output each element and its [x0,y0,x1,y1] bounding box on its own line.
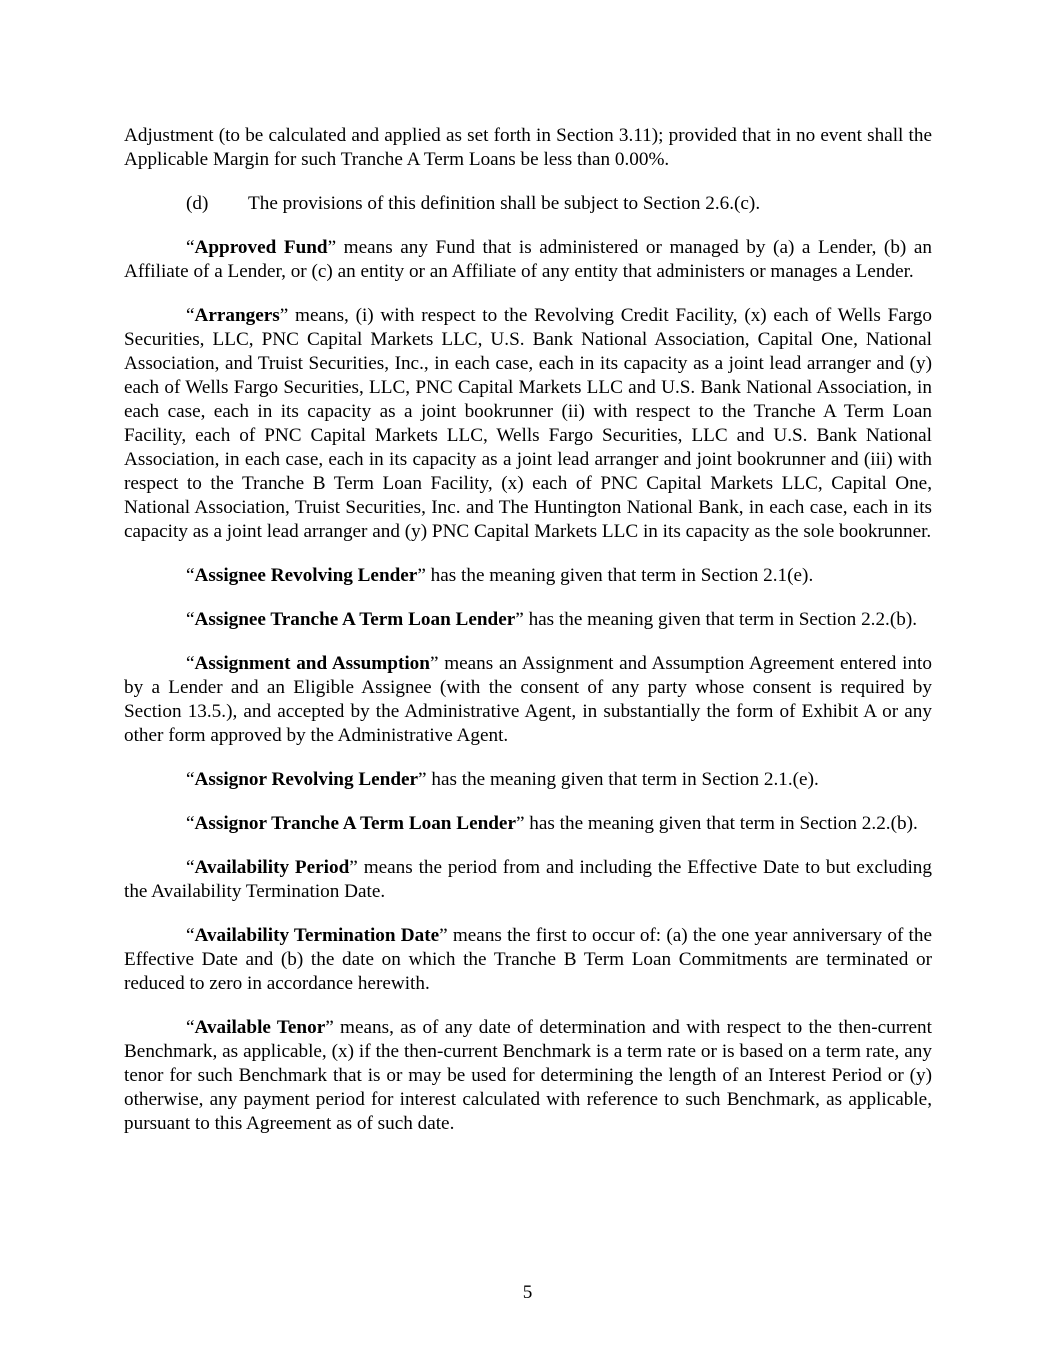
subsection-d [124,192,932,216]
defined-term: Approved Fund [194,237,328,258]
defined-term: Available Tenor [194,1017,326,1038]
definition-assignee-revolving-lender: “Assignee Revolving Lender” has the meaning given that term in Section 2.1(e). [186,565,814,586]
continuation-paragraph: Adjustment (to be calculated and applied as set forth in Section 3.11); provided that in no event shall the Applicable Margin for such Tranche A Term Loans be less than 0.00%. [124,125,932,170]
definition-text: means any Fund that is administered or managed by (a) a Lender, (b) an Affiliate of a Lender, or (c) an entity or an Affiliate of any entity that administers or manages a Lender. [124,237,932,282]
subsection-text: The provisions of this definition shall be subject to Section 2.6.(c). [248,193,761,214]
defined-term: Assignee Revolving Lender [194,565,418,586]
document-page [124,124,932,1156]
definition-approved-fund: “Approved Fund” means any Fund that is administered or managed by (a) a Lender, (b) an Affiliate of a Lender, or (c) an entity or an Affiliate of any entity that administers or manages a Lender. [124,237,932,282]
page-number: 5 [522,1282,533,1303]
definition-arrangers: “Arrangers” means, (i) with respect to the Revolving Credit Facility, (x) each of Wells Fargo Securities, LLC, PNC Capital Markets LLC, U.S. Bank National Association, Capital One, National Association, and Truist Securities, Inc., in each case, each in its capacity as a joint lead arranger and (y) each of Wells Fargo Securities, LLC, PNC Capital Markets LLC and U.S. Bank National Association, in each case, each in its capacity as a joint bookrunner (ii) with respect to the Tranche A Term Loan Facility, each of PNC Capital Markets LLC, Wells Fargo Securities, LLC and U.S. Bank National Association, in each case, each in its capacity as a joint lead arranger and joint bookrunner and (iii) with respect to the Tranche B Term Loan Facility, (x) each of PNC Capital Markets LLC, Capital One, National Association, Truist Securities, Inc. and The Huntington National Bank, in each case, each in its capacity as a joint lead arranger and (y) PNC Capital Markets LLC in its capacity as the sole bookrunner. [124,305,932,542]
definition-text: has the meaning given that term in Section 2.2.(b). [524,813,918,834]
definition-available-tenor: “Available Tenor” means, as of any date of determination and with respect to the then-current Benchmark, as applicable, (x) if the then-current Benchmark is a term rate or is based on a term rate, any tenor for such Benchmark that is or may be used for determining the length of an Interest Period or (y) otherwise, any payment period for interest calculated with reference to such Benchmark, as applicable, pursuant to this Agreement as of such date. [124,1017,932,1134]
definition-text: means the first to occur of: (a) the one year anniversary of the Effective Date and (b) the date on which the Tranche B Term Loan Commitments are terminated or reduced to zero in accordance herewith. [124,925,932,994]
defined-term: Availability Period [194,857,350,878]
definition-text: means an Assignment and Assumption Agreement entered into by a Lender and an Eligible Assignee (with the consent of any party whose consent is required by Section 13.5.), and accepted by the Administrative Agent, in substantially the form of Exhibit A or any other form approved by the Administrative Agent. [124,653,932,746]
defined-term: Assignor Tranche A Term Loan Lender [194,813,516,834]
definition-text: means, (i) with respect to the Revolving Credit Facility, (x) each of Wells Fargo Securities, LLC, PNC Capital Markets LLC, U.S. Bank National Association, Capital One, National Association, and Truist Securities, Inc., in each case, each in its capacity as a joint lead arranger and (y) each of Wells Fargo Securities, LLC, PNC Capital Markets LLC and U.S. Bank National Association, in each case, each in its capacity as a joint bookrunner (ii) with respect to the Tranche A Term Loan Facility, each of PNC Capital Markets LLC, Wells Fargo Securities, LLC and U.S. Bank National Association, in each case, each in its capacity as a joint lead arranger and joint bookrunner and (iii) with respect to the Tranche B Term Loan Facility, (x) each of PNC Capital Markets LLC, Capital One, National Association, Truist Securities, Inc. and The Huntington National Bank, in each case, each in its capacity as a joint lead arranger and (y) PNC Capital Markets LLC in its capacity as the sole bookrunner. [124,305,932,542]
definition-text: means, as of any date of determination and with respect to the then-current Benchmark, as applicable, (x) if the then-current Benchmark is a term rate or is based on a term rate, any tenor for such Benchmark that is or may be used for determining the length of an Interest Period or (y) otherwise, any payment period for interest calculated with reference to such Benchmark, as applicable, pursuant to this Agreement as of such date. [124,1017,932,1134]
definition-availability-period: “Availability Period” means the period from and including the Effective Date to but excluding the Availability Termination Date. [124,857,932,902]
definition-text: has the meaning given that term in Section 2.2.(b). [523,609,918,630]
definition-text: has the meaning given that term in Section 2.1(e). [425,565,814,586]
defined-term: Availability Termination Date [194,925,440,946]
definition-assignor-tranche-a-term-loan-lender: “Assignor Tranche A Term Loan Lender” has the meaning given that term in Section 2.2.(b). [186,813,918,834]
definition-availability-termination-date: “Availability Termination Date” means the first to occur of: (a) the one year anniversary of the Effective Date and (b) the date on which the Tranche B Term Loan Commitments are terminated or reduced to zero in accordance herewith. [124,925,932,994]
defined-term: Assignee Tranche A Term Loan Lender [194,609,516,630]
subsection-label: (d) [186,193,209,214]
defined-term: Assignment and Assumption [194,653,430,674]
definition-assignor-revolving-lender: “Assignor Revolving Lender” has the meaning given that term in Section 2.1.(e). [186,769,819,790]
definition-assignment-and-assumption: “Assignment and Assumption” means an Assignment and Assumption Agreement entered into by a Lender and an Eligible Assignee (with the consent of any party whose consent is required by Section 13.5.), and accepted by the Administrative Agent, in substantially the form of Exhibit A or any other form approved by the Administrative Agent. [124,653,932,746]
defined-term: Assignor Revolving Lender [194,769,419,790]
definition-text: has the meaning given that term in Section 2.1.(e). [426,769,819,790]
definition-text: means the period from and including the Effective Date to but excluding the Availability Termination Date. [124,857,932,902]
defined-term: Arrangers [194,305,280,326]
definition-assignee-tranche-a-term-loan-lender: “Assignee Tranche A Term Loan Lender” has the meaning given that term in Section 2.2.(b). [186,609,918,630]
